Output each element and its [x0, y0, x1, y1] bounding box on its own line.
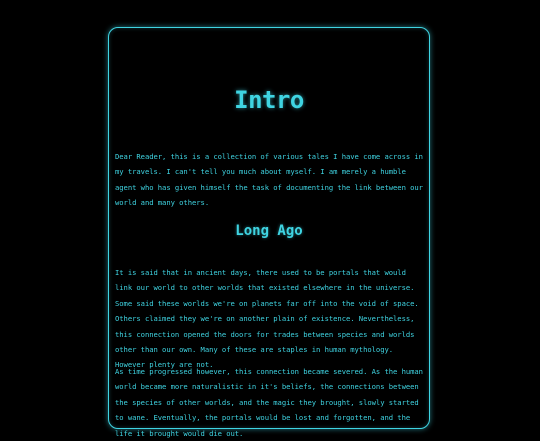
section-heading: Long Ago: [235, 223, 303, 239]
content-panel: [108, 27, 430, 438]
page-title: Intro: [234, 86, 304, 114]
intro-paragraph: Dear Reader, this is a collection of various tales I have come across in my travels. I can't tell you much about myself. I am merely a humble agent who has given himself the task of documenting the link between our world and many others.: [115, 152, 423, 208]
section-paragraph: It is said that in ancient days, there used to be portals that would link our world to other worlds that existed elsewhere in the universe. Some said these worlds we're on planets far off into the void of space. Others claimed they we're on another plain of existence. Nevertheless, this connection opened the doors for trades between species and worlds other than our own. Many of these are staples in human mythology. However plenty are not.: [115, 268, 419, 370]
section-paragraph: As time progressed however, this connection became severed. As the human world became more naturalistic in it's beliefs, the connections between the species of other worlds, and the magic they brought, slowly started to wane. Eventually, the portals would be lost and forgotten, and the life it brought would die out.: [115, 367, 423, 438]
